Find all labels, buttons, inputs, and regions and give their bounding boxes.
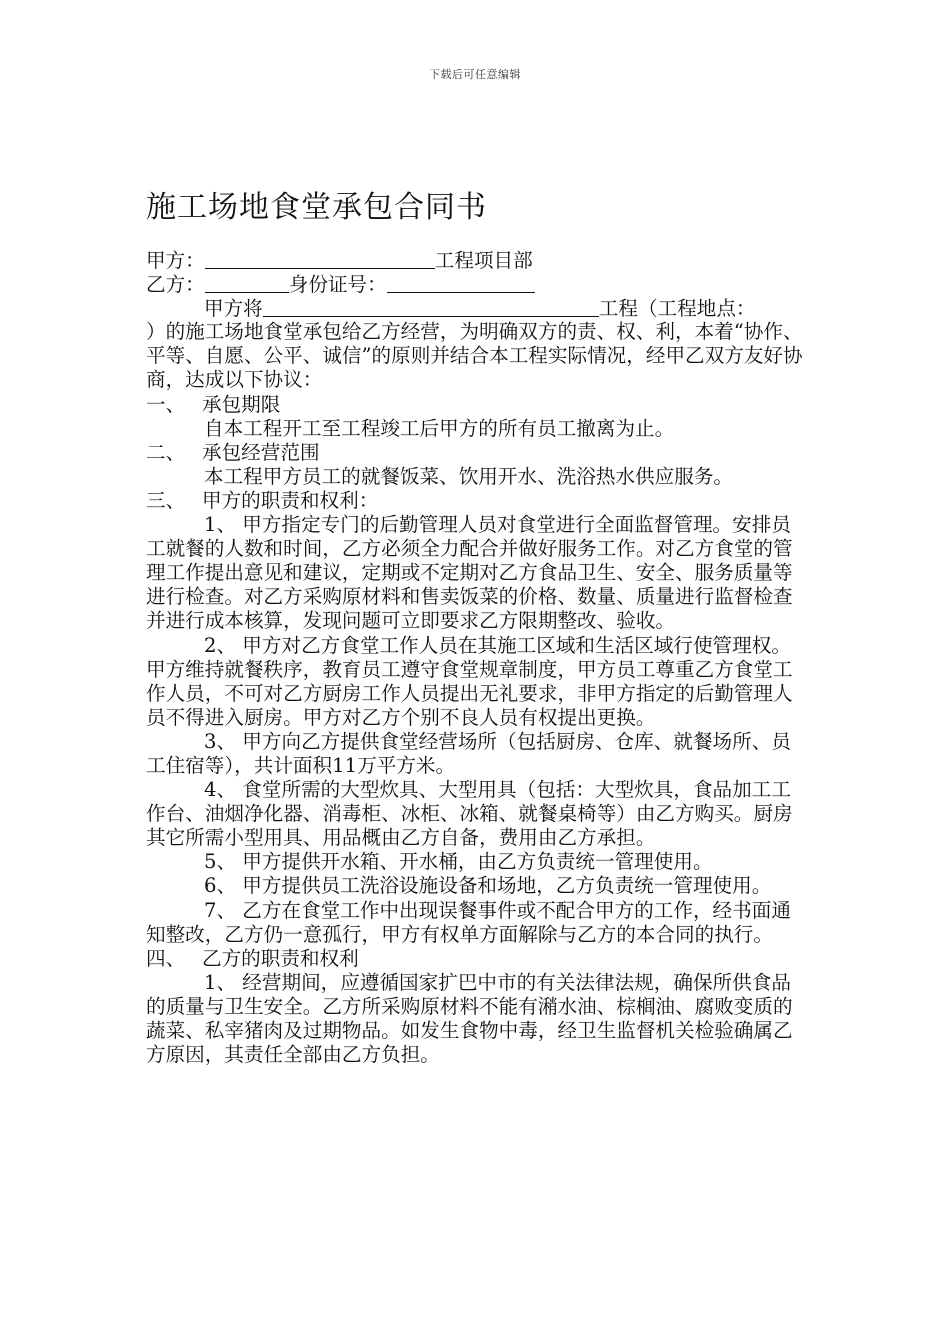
intro-suffix: 工程（工程地点： <box>598 297 756 321</box>
section-heading-3 <box>146 489 806 513</box>
header-note: 下载后可任意编辑 <box>429 68 521 81</box>
document-title: 施工场地食堂承包合同书 <box>146 190 487 225</box>
party-a-label: 甲方： <box>146 249 205 272</box>
party-b-id-label: 身份证号： <box>288 273 387 297</box>
party-a-suffix: 工程项目部 <box>434 249 533 272</box>
section-title: 乙方的职责和权利 <box>202 946 359 970</box>
section-1-text: 自本工程开工至工程竣工后甲方的所有员工撤离为止。 <box>204 416 675 440</box>
project-name-blank <box>263 296 599 317</box>
section-title: 承包经营范围 <box>202 440 320 464</box>
intro-prefix: 甲方将 <box>204 297 263 321</box>
intro-paragraph: ）的施工场地食堂承包给乙方经营，为明确双方的责、权、利，本着“协作、平等、自愿、公平、诚信”的原则并结合本工程实际情况，经甲乙双方友好协商，达成以下协议： <box>146 320 803 392</box>
section-title: 承包期限 <box>202 392 281 416</box>
party-b-name-blank <box>205 272 289 293</box>
section-number: 一、 <box>146 392 186 416</box>
section-number: 四、 <box>146 946 186 970</box>
section-3-item-2: 2、 甲方对乙方食堂工作人员在其施工区域和生活区域行使管理权。甲方维持就餐秩序，教育员工遵守食堂规章制度，甲方员工尊重乙方食堂工作人员，不可对乙方厨房工作人员提出无礼要求，非甲方指定的后勤管理人员不得进入厨房。甲方对乙方个别不良人员有权提出更换。 <box>146 633 793 729</box>
section-3-item-3: 3、 甲方向乙方提供食堂经营场所（包括厨房、仓库、就餐场所、员工住宿等），共计面积11万平方米。 <box>146 729 791 777</box>
section-3-item-1: 1、 甲方指定专门的后勤管理人员对食堂进行全面监督管理。安排员工就餐的人数和时间，乙方必须全力配合并做好服务工作。对乙方食堂的管理工作提出意见和建议，定期或不定期对乙方食品卫生、安全、服务质量等进行检查。对乙方采购原材料和售卖饭菜的价格、数量、质量进行监督检查并进行成本核算，发现问题可立即要求乙方限期整改、验收。 <box>146 513 793 633</box>
section-3-item-5: 5、 甲方提供开水箱、开水桶，由乙方负责统一管理使用。 <box>204 850 713 874</box>
section-heading-1 <box>146 393 806 417</box>
section-heading-4 <box>146 947 806 971</box>
party-b-line <box>146 272 806 296</box>
party-a-line <box>146 248 806 272</box>
contract-body <box>146 248 806 1067</box>
section-2-text: 本工程甲方员工的就餐饭菜、饮用开水、洗浴热水供应服务。 <box>204 464 734 488</box>
party-b-label: 乙方： <box>146 273 205 297</box>
section-number: 二、 <box>146 440 186 464</box>
section-title: 甲方的职责和权利： <box>202 488 379 512</box>
section-4-item-1: 1、 经营期间，应遵循国家扩巴中市的有关法律法规，确保所供食品的质量与卫生安全。乙方所采购原材料不能有潲水油、棕榈油、腐败变质的蔬菜、私宰猪肉及过期物品。如发生食物中毒，经卫生监督机关检验确属乙方原因，其责任全部由乙方负担。 <box>146 970 793 1067</box>
party-a-blank <box>205 248 435 269</box>
party-b-id-blank <box>387 272 535 293</box>
intro-line-1 <box>146 296 806 320</box>
section-3-item-6: 6、 甲方提供员工洗浴设施设备和场地，乙方负责统一管理使用。 <box>204 874 772 898</box>
section-heading-2 <box>146 441 806 465</box>
section-number: 三、 <box>146 488 186 512</box>
section-3-item-4: 4、 食堂所需的大型炊具、大型用具（包括：大型炊具，食品加工工作台、油烟净化器、消毒柜、冰柜、冰箱、就餐桌椅等）由乙方购买。厨房其它所需小型用具、用品概由乙方自备，费用由乙方承担。 <box>146 778 793 850</box>
section-3-item-7: 7、 乙方在食堂工作中出现误餐事件或不配合甲方的工作，经书面通知整改，乙方仍一意孤行，甲方有权单方面解除与乙方的本合同的执行。 <box>146 898 791 946</box>
